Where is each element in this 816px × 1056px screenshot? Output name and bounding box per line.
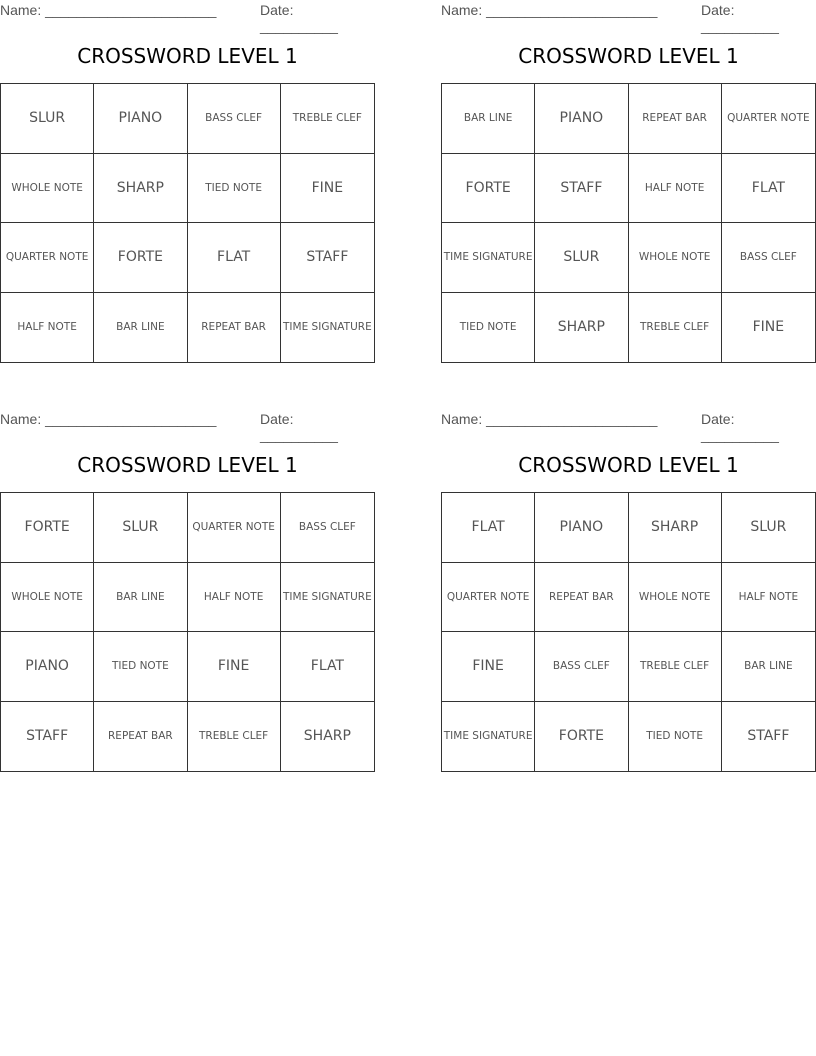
card-title: CROSSWORD LEVEL 1 (77, 44, 298, 68)
grid-cell: BAR LINE (722, 632, 815, 702)
card-grid (0, 492, 375, 772)
grid-cell: SLUR (722, 493, 815, 563)
grid-cell: TREBLE CLEF (629, 293, 722, 363)
grid-cell: HALF NOTE (629, 154, 722, 224)
bingo-card-2 (441, 2, 816, 367)
grid-cell: TREBLE CLEF (281, 84, 374, 154)
grid-cell: FLAT (442, 493, 535, 563)
grid-cell: PIANO (1, 632, 94, 702)
date-field-label: Date: __________ (701, 2, 779, 34)
grid-cell: SLUR (94, 493, 187, 563)
grid-cell: SLUR (1, 84, 94, 154)
grid-cell: QUARTER NOTE (722, 84, 815, 154)
grid-cell: FORTE (535, 702, 628, 772)
grid-cell: STAFF (281, 223, 374, 293)
grid-cell: BASS CLEF (722, 223, 815, 293)
grid-cell: FLAT (188, 223, 281, 293)
grid-cell: REPEAT BAR (94, 702, 187, 772)
grid-cell: QUARTER NOTE (442, 563, 535, 633)
date-field-label: Date: __________ (260, 2, 338, 34)
grid-cell: TIME SIGNATURE (442, 702, 535, 772)
grid-cell: SHARP (94, 154, 187, 224)
card-grid (441, 83, 816, 363)
grid-cell: WHOLE NOTE (1, 154, 94, 224)
grid-cell: BAR LINE (94, 293, 187, 363)
bingo-card-1 (0, 2, 375, 367)
grid-cell: BAR LINE (442, 84, 535, 154)
grid-cell: TREBLE CLEF (629, 632, 722, 702)
grid-cell: TIME SIGNATURE (283, 321, 372, 334)
card-grid (441, 492, 816, 772)
grid-cell: PIANO (535, 493, 628, 563)
grid-cell: BASS CLEF (281, 493, 374, 563)
grid-cell: PIANO (535, 84, 628, 154)
grid-cell: TIED NOTE (629, 702, 722, 772)
grid-cell: FLAT (281, 632, 374, 702)
grid-cell: HALF NOTE (188, 563, 281, 633)
name-field-label: Name: ______________________ (441, 2, 658, 18)
card-header (0, 411, 375, 443)
card-grid (0, 83, 375, 363)
grid-cell: BAR LINE (94, 563, 187, 633)
grid-cell: REPEAT BAR (629, 84, 722, 154)
card-header (441, 2, 816, 34)
grid-cell: FORTE (442, 154, 535, 224)
card-header (0, 2, 375, 34)
date-field-label: Date: __________ (260, 411, 338, 443)
name-field-label: Name: ______________________ (441, 411, 658, 427)
grid-cell: REPEAT BAR (535, 563, 628, 633)
grid-cell: WHOLE NOTE (629, 223, 722, 293)
grid-cell: STAFF (1, 702, 94, 772)
bingo-card-3 (0, 411, 375, 776)
grid-cell: TIED NOTE (442, 293, 535, 363)
card-title: CROSSWORD LEVEL 1 (518, 453, 739, 477)
card-title: CROSSWORD LEVEL 1 (518, 44, 739, 68)
name-field-label: Name: ______________________ (0, 2, 217, 18)
grid-cell: WHOLE NOTE (1, 563, 94, 633)
date-field-label: Date: __________ (701, 411, 779, 443)
bingo-card-4 (441, 411, 816, 776)
grid-cell: TREBLE CLEF (188, 702, 281, 772)
grid-cell: SLUR (535, 223, 628, 293)
grid-cell: FLAT (722, 154, 815, 224)
grid-cell: FINE (442, 632, 535, 702)
grid-cell: STAFF (535, 154, 628, 224)
grid-cell: SHARP (629, 493, 722, 563)
grid-cell: FINE (281, 154, 374, 224)
grid-cell: TIME SIGNATURE (281, 563, 374, 633)
grid-cell: SHARP (535, 293, 628, 363)
grid-cell: TIME SIGNATURE (442, 223, 535, 293)
grid-cell: FORTE (1, 493, 94, 563)
grid-cell: WHOLE NOTE (629, 563, 722, 633)
grid-cell: TIED NOTE (94, 632, 187, 702)
card-header (441, 411, 816, 443)
grid-cell: QUARTER NOTE (188, 493, 281, 563)
grid-cell: HALF NOTE (1, 293, 94, 363)
grid-cell: QUARTER NOTE (1, 223, 94, 293)
grid-cell: TIED NOTE (188, 154, 281, 224)
grid-cell: HALF NOTE (722, 563, 815, 633)
grid-cell: PIANO (94, 84, 187, 154)
grid-cell: FINE (188, 632, 281, 702)
grid-cell: BASS CLEF (535, 632, 628, 702)
grid-cell: FINE (752, 319, 785, 336)
card-title: CROSSWORD LEVEL 1 (77, 453, 298, 477)
grid-cell: FORTE (94, 223, 187, 293)
grid-cell: STAFF (747, 728, 790, 745)
grid-cell: REPEAT BAR (188, 293, 281, 363)
name-field-label: Name: ______________________ (0, 411, 217, 427)
grid-cell: BASS CLEF (188, 84, 281, 154)
grid-cell: SHARP (303, 728, 351, 745)
